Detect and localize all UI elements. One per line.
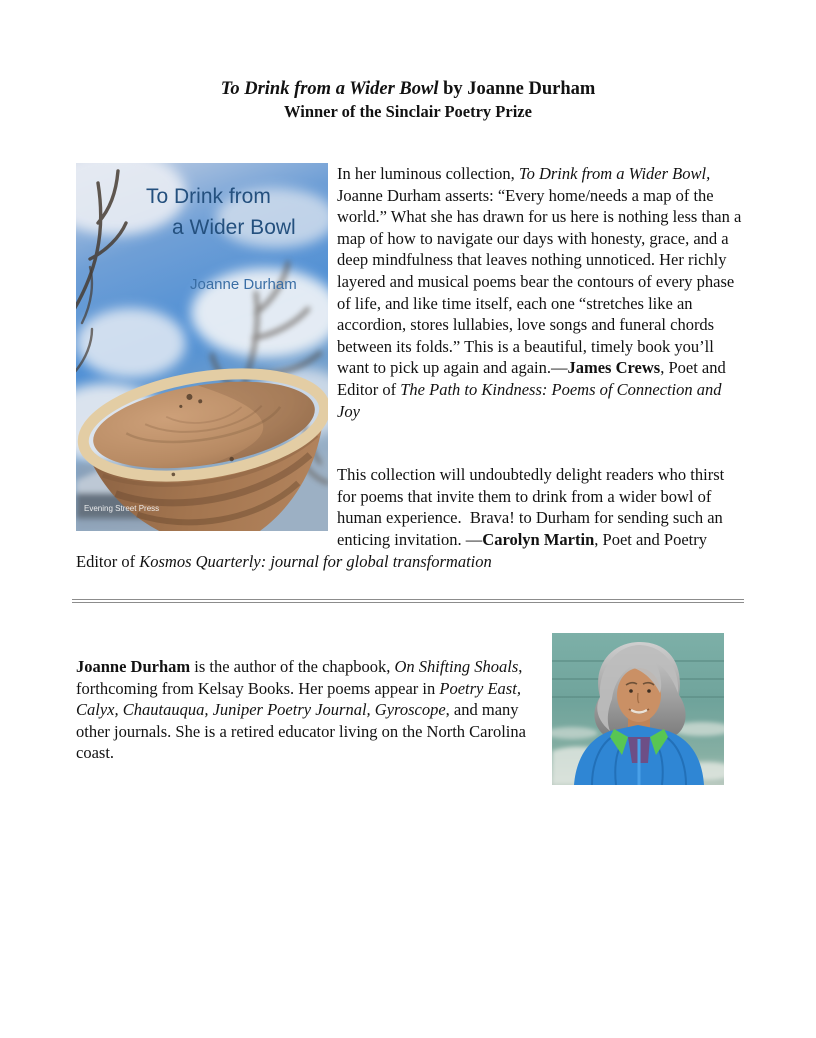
- page-title-byline: by Joanne Durham: [438, 79, 596, 99]
- blurb2-attribution-role: , Poet and Poetry Editor of: [76, 529, 708, 571]
- cover-press-name: Evening Street Press: [84, 504, 160, 513]
- bio-chapbook-title: On Shifting Shoals: [394, 657, 519, 677]
- author-photo-art: [552, 633, 724, 785]
- blurb-section: [76, 163, 745, 572]
- page-title: [0, 78, 816, 101]
- cover-author-name: Joanne Durham: [190, 276, 297, 293]
- cover-title-line1: To Drink from: [146, 185, 271, 208]
- content-area: [76, 163, 745, 764]
- bio-part2: , forthcoming from Kelsay Books. Her poems appear in: [76, 657, 523, 698]
- blurb2-body: This collection will undoubtedly delight readers who thirst for poems that invite them to drink from a wider bowl of human experience. Brava! to Durham for sending such an enticing invitation. —: [337, 465, 725, 549]
- author-bio-section: [76, 656, 724, 764]
- bio-part3: , and many other journals. She is a retired educator living on the North Carolina coast.: [76, 700, 526, 763]
- blurb1-attribution-work: The Path to Kindness: Poems of Connection and Joy: [337, 379, 722, 421]
- cover-title-line2: a Wider Bowl: [172, 216, 296, 239]
- page-header: [0, 78, 816, 123]
- book-cover-image: [76, 163, 328, 531]
- book-cover-art: [76, 163, 328, 531]
- section-divider: [72, 599, 744, 603]
- page-subtitle: Winner of the Sinclair Poetry Prize: [284, 102, 532, 121]
- page-title-book-name: To Drink from a Wider Bowl: [220, 79, 439, 99]
- blurb1-attribution-role: , Poet and Editor of: [337, 358, 726, 399]
- author-photo: [552, 633, 724, 785]
- blurb1-attribution-name: James Crews: [567, 358, 661, 378]
- bio-author-name: Joanne Durham: [76, 657, 191, 677]
- blurb2-attribution-name: Carolyn Martin: [482, 529, 595, 549]
- blurb2-attribution-work: Kosmos Quarterly: journal for global transformation: [139, 551, 492, 571]
- blurb1-lead: In her luminous collection,: [337, 164, 519, 183]
- blurb1-body: Joanne Durham asserts: “Every home/needs a map of the world.” What she has drawn for us here is nothing less than a map of how to navigate our days with honesty, grace, and a deep mindfulness that leaves nothing unnoticed. Her richly layered and musical poems bear the contours of every phase of life, and like time itself, each one “stretches like an accordion, stores lullabies, love songs and funeral chords between its folds.” This is a beautiful, timely book you’ll want to pick up again and again.—: [337, 185, 742, 378]
- blurb1-book-title: To Drink from a Wider Bowl,: [518, 164, 711, 183]
- bio-part1: is the author of the chapbook,: [190, 657, 395, 677]
- bio-journal-list: Poetry East, Calyx, Chautauqua, Juniper Poetry Journal, Gyroscope: [76, 678, 521, 720]
